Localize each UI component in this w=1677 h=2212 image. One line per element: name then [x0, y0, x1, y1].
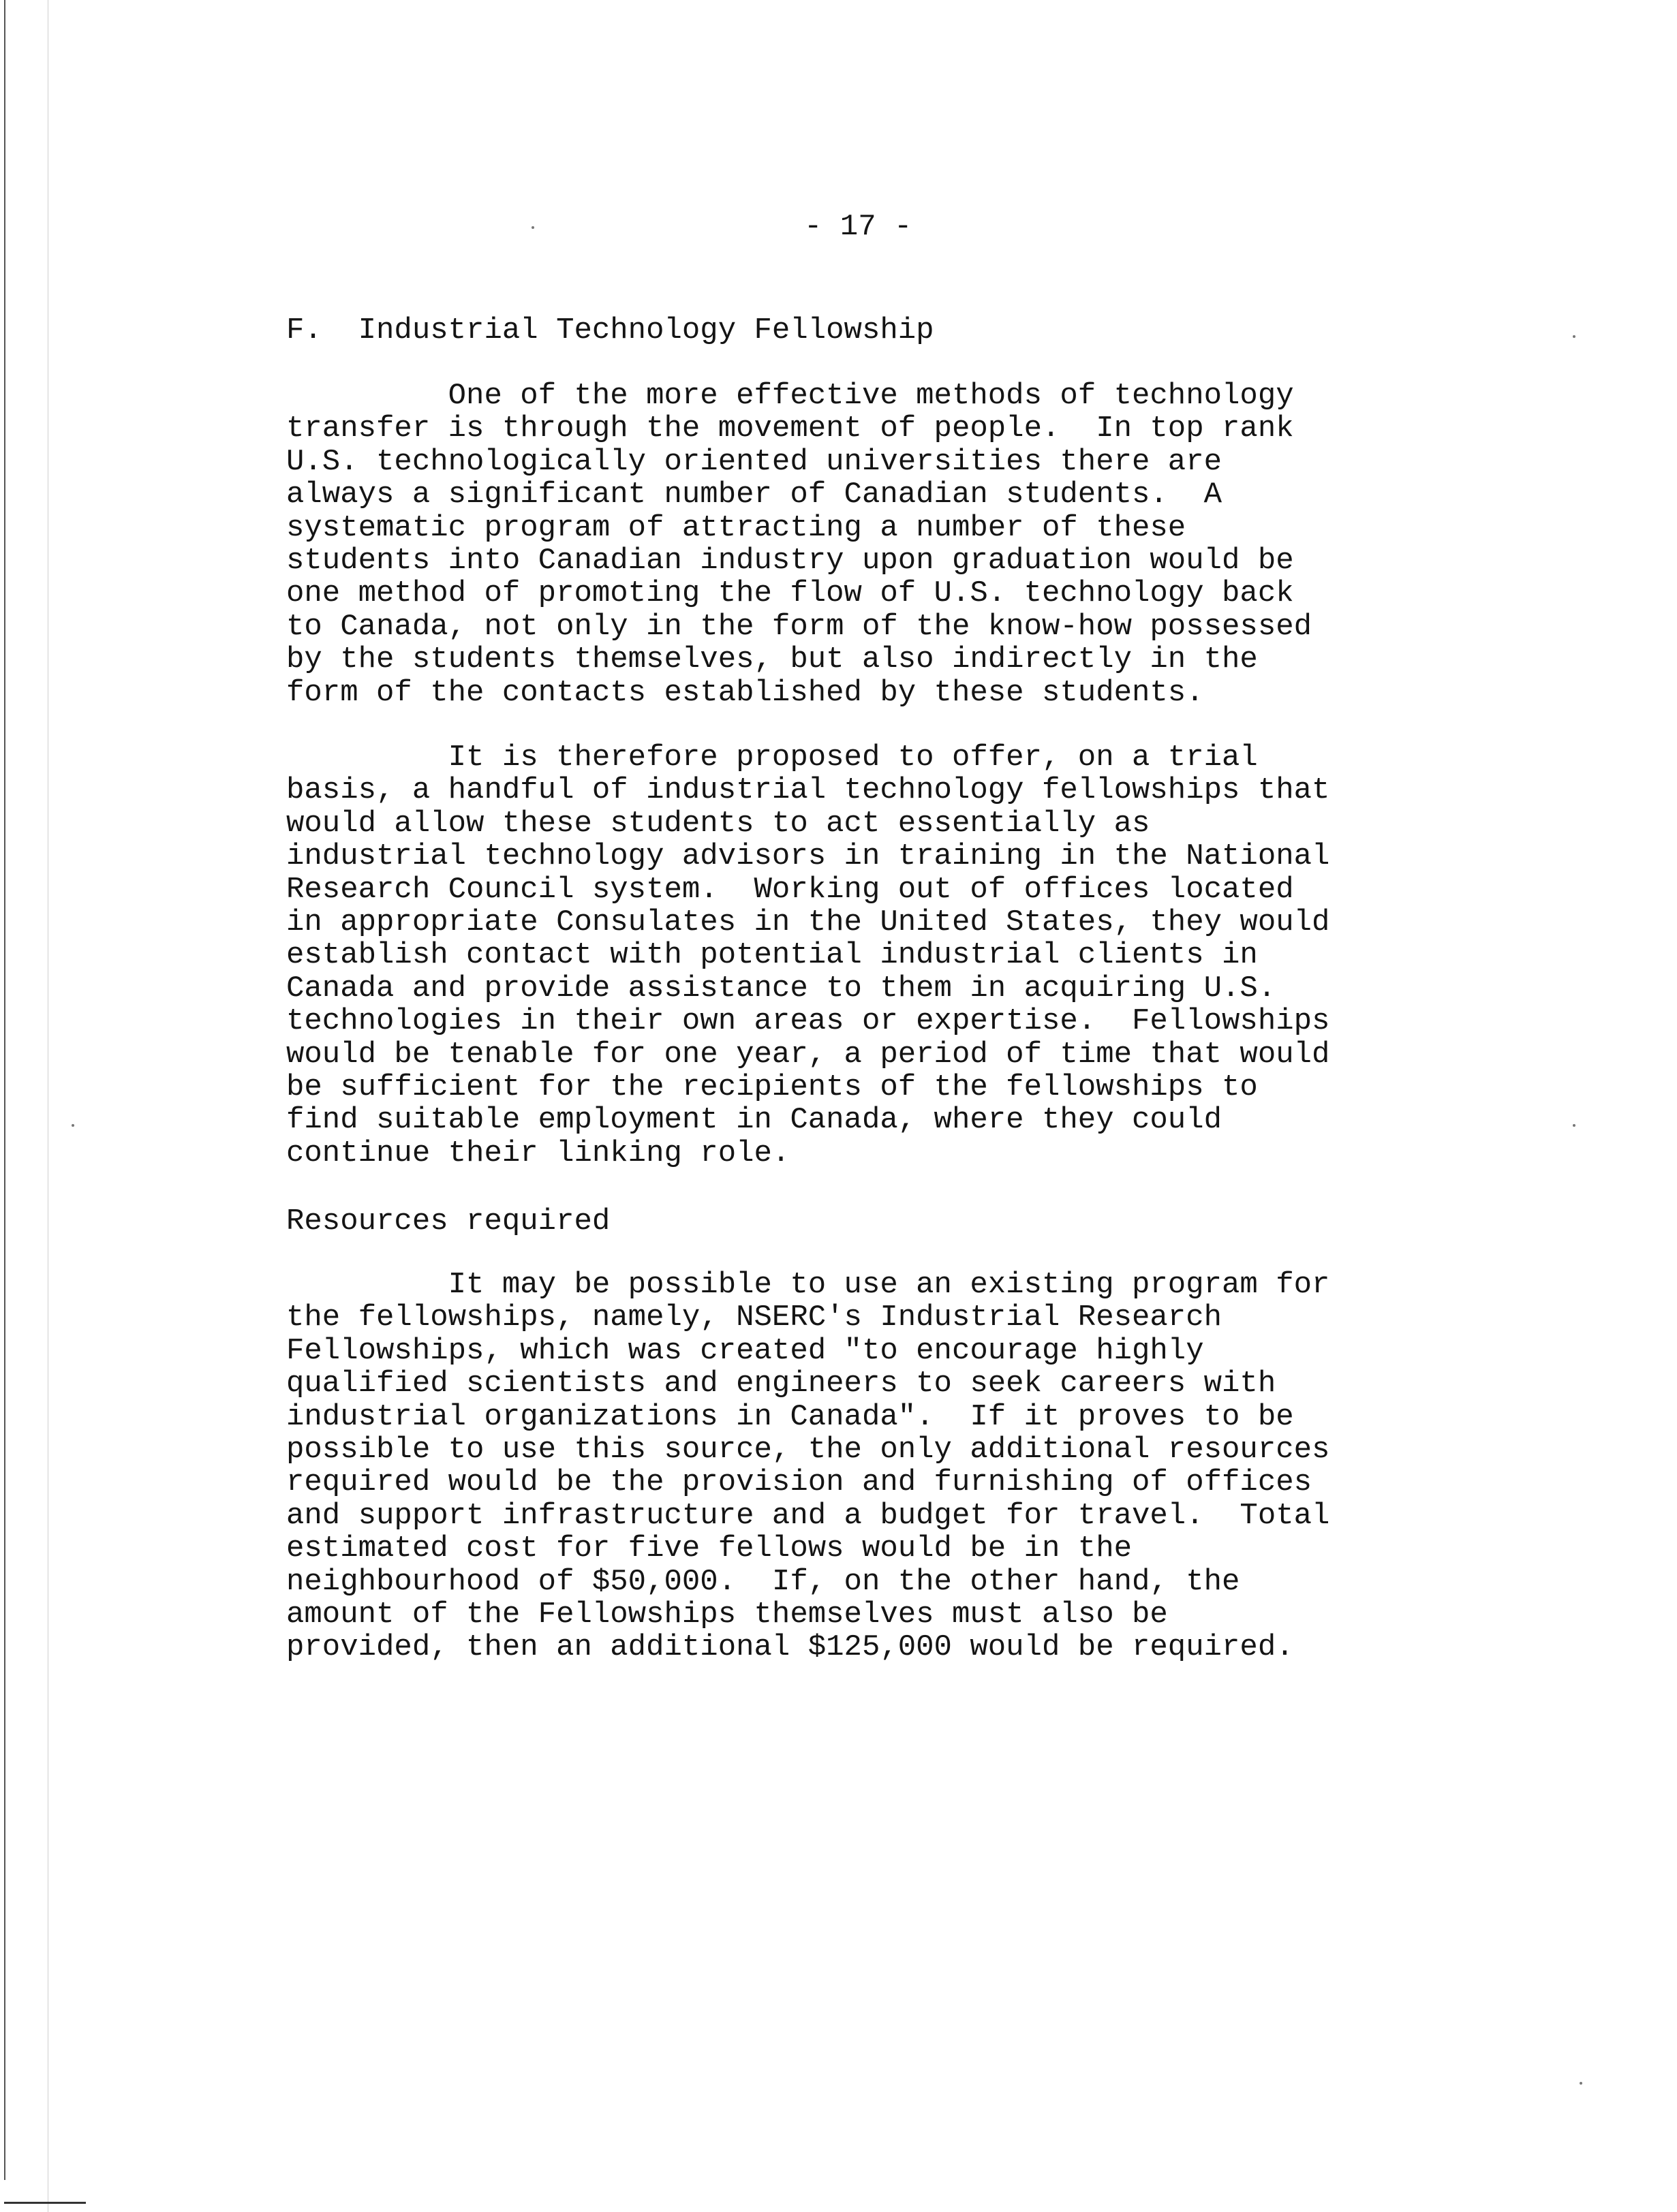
- text-line: It is therefore proposed to offer, on a trial: [286, 741, 1258, 775]
- text-line: would allow these students to act essentially as: [286, 806, 1150, 841]
- section-heading: F. Industrial Technology Fellowship: [286, 313, 934, 347]
- scan-speck: [1580, 2082, 1582, 2085]
- paragraph-technology-transfer: [286, 379, 1472, 709]
- text-line: technologies in their own areas or expertise. Fellowships: [286, 1004, 1330, 1039]
- text-line: be sufficient for the recipients of the fellowships to: [286, 1070, 1258, 1105]
- text-line: to Canada, not only in the form of the know-how possessed: [286, 609, 1312, 644]
- text-line: One of the more effective methods of technology: [286, 379, 1294, 413]
- scan-speck: [72, 1124, 74, 1127]
- text-line: basis, a handful of industrial technology fellowships that: [286, 773, 1330, 808]
- text-line: Fellowships, which was created "to encourage highly: [286, 1333, 1204, 1368]
- text-line: qualified scientists and engineers to seek careers with: [286, 1367, 1276, 1401]
- text-line: systematic program of attracting a number of these: [286, 510, 1186, 545]
- text-line: provided, then an additional $125,000 would be required.: [286, 1630, 1294, 1665]
- text-line: estimated cost for five fellows would be in the: [286, 1531, 1133, 1566]
- text-line: neighbourhood of $50,000. If, on the other hand, the: [286, 1564, 1240, 1599]
- text-line: possible to use this source, the only additional resources: [286, 1433, 1330, 1467]
- text-line: would be tenable for one year, a period of time that would: [286, 1037, 1330, 1072]
- text-line: transfer is through the movement of people. In top rank: [286, 411, 1294, 446]
- scan-speck: [1573, 335, 1575, 338]
- scan-speck: [1573, 1124, 1575, 1127]
- text-line: in appropriate Consulates in the United States, they would: [286, 905, 1330, 940]
- text-line: U.S. technologically oriented universities there are: [286, 444, 1222, 479]
- text-line: Canada and provide assistance to them in acquiring U.S.: [286, 971, 1276, 1006]
- subheading-resources-required: Resources required: [286, 1204, 611, 1239]
- text-line: amount of the Fellowships themselves must also be: [286, 1598, 1168, 1632]
- text-line: Research Council system. Working out of offices located: [286, 872, 1294, 907]
- binding-foot-mark: [4, 2202, 86, 2204]
- text-line: required would be the provision and furnishing of offices: [286, 1465, 1312, 1500]
- text-line: the fellowships, namely, NSERC's Industrial Research: [286, 1300, 1222, 1335]
- text-line: one method of promoting the flow of U.S. technology back: [286, 576, 1294, 611]
- text-line: continue their linking role.: [286, 1136, 790, 1170]
- paragraph-fellowship-proposal: [286, 741, 1472, 1170]
- paragraph-resources: [286, 1268, 1472, 1664]
- text-line: students into Canadian industry upon graduation would be: [286, 544, 1294, 578]
- text-line: and support infrastructure and a budget for travel. Total: [286, 1498, 1330, 1533]
- scan-speck: [532, 226, 534, 229]
- text-line: It may be possible to use an existing program for: [286, 1268, 1330, 1302]
- text-line: industrial organizations in Canada". If it proves to be: [286, 1399, 1294, 1434]
- page-number: - 17 -: [804, 210, 912, 244]
- text-line: establish contact with potential industrial clients in: [286, 938, 1258, 973]
- binding-edge-line: [4, 0, 5, 2180]
- text-line: find suitable employment in Canada, where they could: [286, 1103, 1222, 1138]
- text-line: always a significant number of Canadian students. A: [286, 478, 1222, 512]
- text-line: industrial technology advisors in training in the National: [286, 839, 1330, 874]
- text-line: by the students themselves, but also indirectly in the: [286, 642, 1258, 677]
- text-line: form of the contacts established by these students.: [286, 675, 1204, 710]
